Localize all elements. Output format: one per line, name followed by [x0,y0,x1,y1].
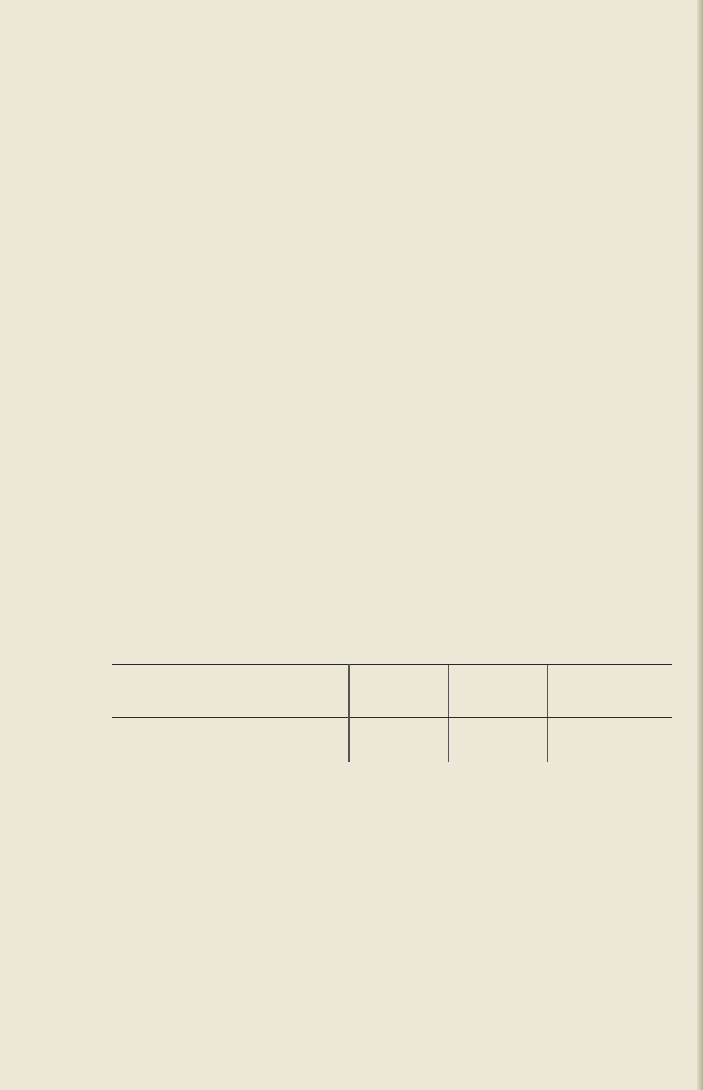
statistics-table [112,664,672,762]
col-header-afgift [547,665,672,718]
unit-cell [112,718,349,763]
statistics-table-wrap [112,664,672,762]
unit-cell-ton [449,718,548,763]
table-header-row [112,665,672,718]
col-header-antal-gaarde [349,665,448,718]
col-header-forsendelse [449,665,548,718]
unit-cell-kr [547,718,672,763]
unit-cell [349,718,448,763]
page-edge [697,0,703,1090]
table-units-row [112,718,672,763]
col-header-aar [112,665,349,718]
page-header [0,56,703,78]
